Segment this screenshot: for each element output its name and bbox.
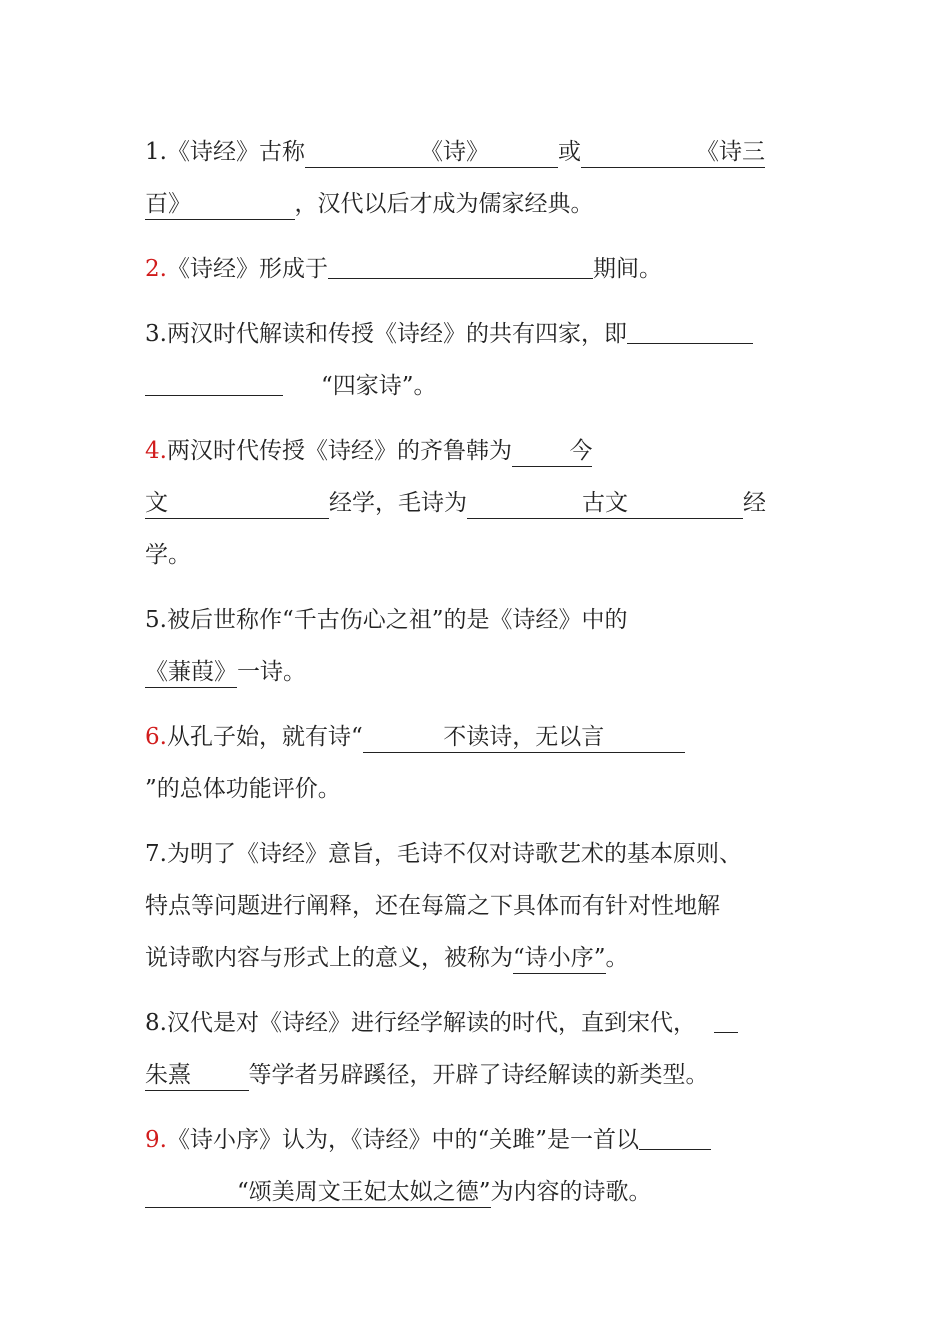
question-text: 为内容的诗歌。 — [490, 1179, 652, 1205]
question-4 — [145, 425, 810, 581]
question-text: 或 — [557, 139, 581, 165]
question-text: 学。 — [145, 542, 191, 568]
answer-text: 《诗三 — [695, 139, 765, 165]
answer-text: 文 — [145, 490, 168, 516]
question-number: 9. — [145, 1127, 167, 1153]
question-text: 两汉时代解读和传授《诗经》的共有四家，即 — [166, 321, 627, 347]
answer-blank — [627, 313, 753, 344]
answer-text: 《诗》 — [419, 139, 489, 165]
question-number: 1. — [145, 139, 167, 165]
answer-blank — [512, 438, 593, 467]
question-text: 从孔子始，就有诗“ — [166, 724, 363, 750]
question-text: 经学，毛诗为 — [329, 490, 467, 516]
answer-blank — [145, 365, 283, 396]
question-number: 2. — [145, 256, 167, 282]
question-3 — [145, 308, 810, 412]
answer-text: 不读诗，无以言 — [443, 724, 605, 750]
answer-blank — [467, 490, 743, 519]
answer-blank — [513, 945, 606, 974]
answer-text: “颂美周文王妃太姒之德” — [237, 1179, 491, 1205]
question-number: 5. — [145, 607, 167, 633]
question-text: “四家诗”。 — [321, 373, 437, 399]
answer-blank — [714, 1002, 738, 1033]
question-number: 4. — [145, 438, 167, 464]
question-text: 汉代是对《诗经》进行经学解读的时代，直到宋代， — [166, 1010, 696, 1036]
worksheet — [145, 126, 810, 1231]
answer-blank — [581, 139, 765, 168]
answer-text: 古文 — [582, 490, 628, 516]
question-text: 《诗小序》认为，《诗经》中的“关雎”是一首以 — [166, 1127, 639, 1153]
question-6 — [145, 711, 810, 815]
question-1 — [145, 126, 810, 230]
question-text: 期间。 — [592, 256, 662, 282]
question-text: 为明了《诗经》意旨，毛诗不仅对诗歌艺术的基本原则、 — [166, 841, 742, 867]
question-text: 等学者另辟蹊径，开辟了诗经解读的新类型。 — [248, 1062, 709, 1088]
answer-blank — [363, 724, 685, 753]
answer-text: “诗小序” — [513, 945, 606, 971]
question-text: 说诗歌内容与形式上的意义，被称为 — [145, 945, 513, 971]
question-text: 两汉时代传授《诗经》的齐鲁韩为 — [166, 438, 512, 464]
question-2 — [145, 243, 810, 295]
question-text: 。 — [605, 945, 629, 971]
answer-blank — [145, 1062, 249, 1091]
answer-text: 朱熹 — [145, 1062, 191, 1088]
answer-blank — [328, 248, 593, 279]
answer-blank — [305, 139, 558, 168]
answer-blank — [145, 659, 237, 688]
answer-text: 今 — [569, 438, 593, 464]
answer-blank — [145, 490, 329, 519]
question-text: ，汉代以后才成为儒家经典。 — [294, 191, 594, 217]
question-text: 一诗。 — [237, 659, 306, 685]
question-text: 被后世称作“千古伤心之祖”的是《诗经》中的 — [166, 607, 628, 633]
question-text: 《诗经》形成于 — [166, 256, 328, 282]
question-number: 7. — [145, 841, 167, 867]
answer-text: 《蒹葭》 — [145, 659, 237, 685]
question-9 — [145, 1114, 810, 1218]
question-text: ”的总体功能评价。 — [145, 776, 341, 802]
answer-blank — [639, 1119, 711, 1150]
question-text: 《诗经》古称 — [166, 139, 305, 165]
answer-blank — [145, 1179, 491, 1208]
question-text: 特点等问题进行阐释，还在每篇之下具体而有针对性地解 — [145, 893, 720, 919]
question-text: 经 — [743, 490, 766, 516]
question-number: 6. — [145, 724, 167, 750]
answer-text: 百》 — [145, 191, 191, 217]
question-8 — [145, 997, 810, 1101]
question-number: 3. — [145, 321, 167, 347]
question-5 — [145, 594, 810, 698]
question-number: 8. — [145, 1010, 167, 1036]
answer-blank — [145, 191, 295, 220]
question-7 — [145, 828, 810, 984]
